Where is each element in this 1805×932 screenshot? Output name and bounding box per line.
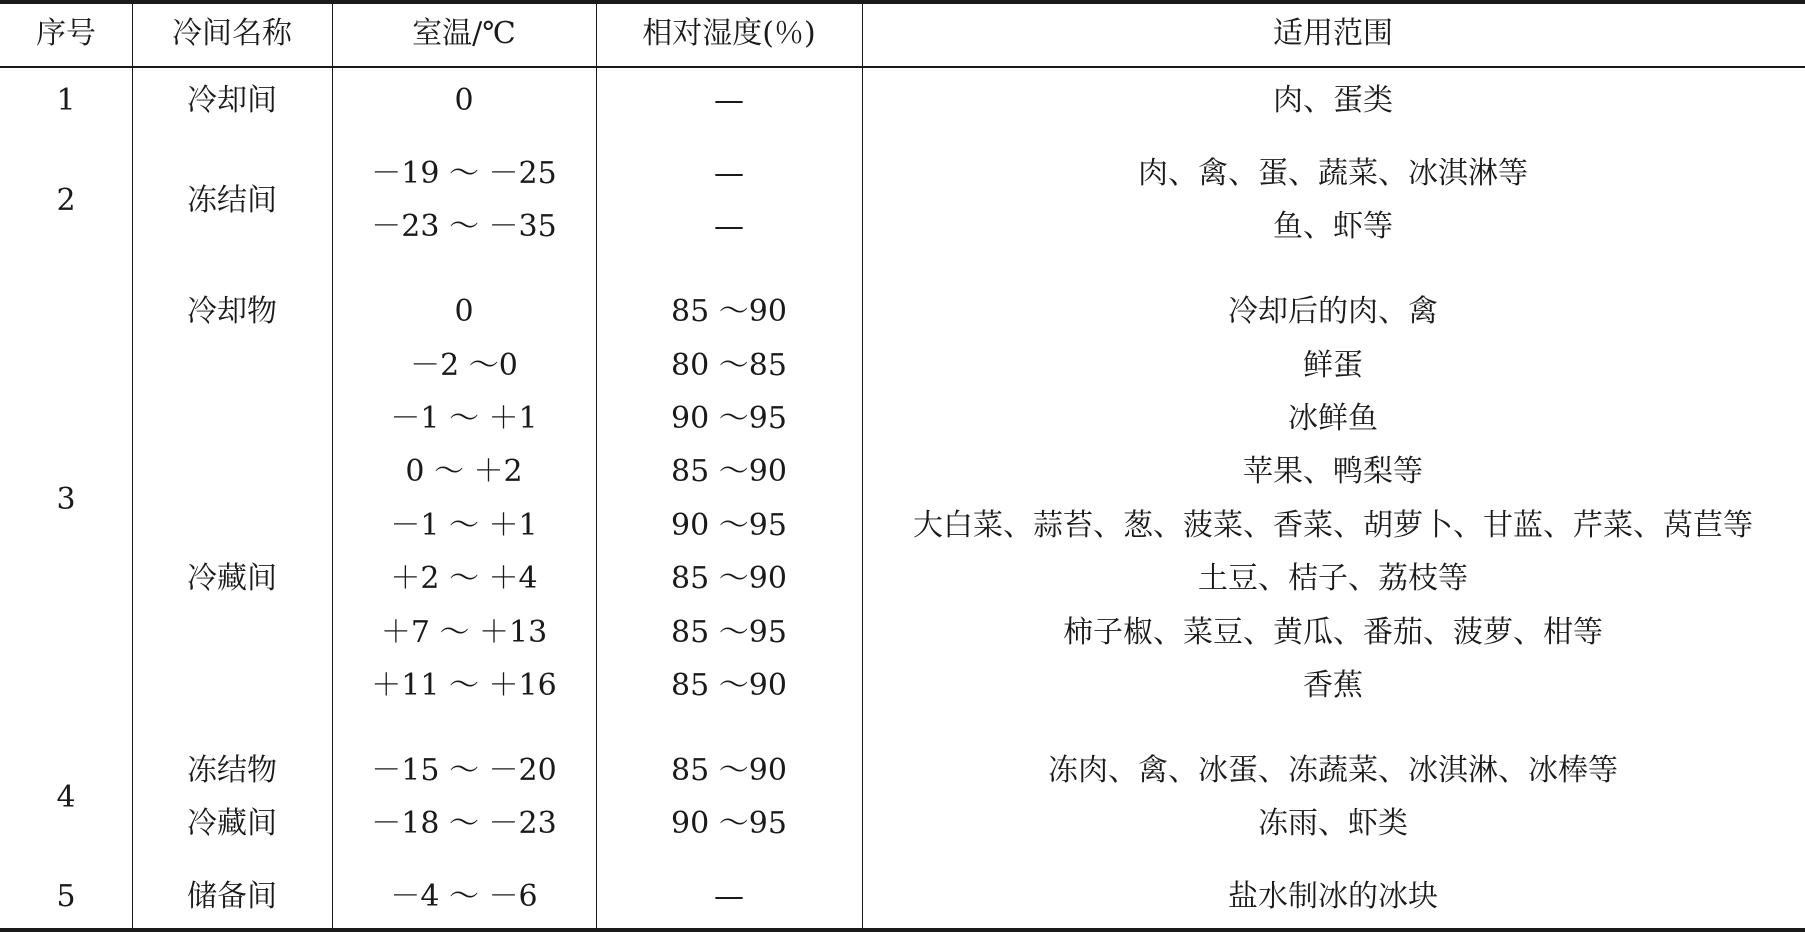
row-room-name: 冷却间 xyxy=(187,83,277,118)
row-scope: 柿子椒、菜豆、黄瓜、番茄、菠萝、柑等 xyxy=(1063,615,1603,650)
column-divider xyxy=(132,0,133,932)
row-room-name: 冻结间 xyxy=(187,183,277,218)
header-humidity: 相对湿度(％) xyxy=(642,16,816,51)
row-scope: 盐水制冰的冰块 xyxy=(1228,879,1438,914)
row-humidity: 85 ～90 xyxy=(671,668,787,703)
header-scope: 适用范围 xyxy=(1273,16,1393,51)
header-room-name: 冷间名称 xyxy=(172,16,292,51)
table-bottom-rule xyxy=(0,928,1805,932)
header-room-temp: 室温/℃ xyxy=(412,16,516,51)
header-bottom-rule xyxy=(0,66,1805,68)
row-humidity: 90 ～95 xyxy=(671,401,787,436)
row-humidity: 85 ～90 xyxy=(671,561,787,596)
row-scope: 鱼、虾等 xyxy=(1273,209,1393,244)
row-room-name: 冷却物 xyxy=(187,294,277,329)
row-scope: 肉、蛋类 xyxy=(1273,83,1393,118)
row-no: 4 xyxy=(56,780,76,815)
row-temp: 0 ～ ＋2 xyxy=(405,454,523,489)
row-temp: －23 ～ －35 xyxy=(371,209,557,244)
row-scope: 肉、禽、蛋、蔬菜、冰淇淋等 xyxy=(1138,156,1528,191)
row-temp: －19 ～ －25 xyxy=(371,156,557,191)
row-scope: 鲜蛋 xyxy=(1303,348,1363,383)
column-divider xyxy=(332,0,333,932)
row-scope: 苹果、鸭梨等 xyxy=(1243,454,1423,489)
row-no: 3 xyxy=(56,482,76,517)
row-humidity: 90 ～95 xyxy=(671,806,787,841)
row-humidity: — xyxy=(714,83,744,118)
row-room-name: 冷藏间 xyxy=(187,806,277,841)
row-temp: ＋7 ～ ＋13 xyxy=(380,615,548,650)
row-temp: －18 ～ －23 xyxy=(371,806,557,841)
row-room-name: 储备间 xyxy=(187,879,277,914)
row-scope: 香蕉 xyxy=(1303,668,1363,703)
row-temp: －1 ～ ＋1 xyxy=(390,401,538,436)
row-room-name: 冷藏间 xyxy=(187,561,277,596)
row-temp: ＋11 ～ ＋16 xyxy=(371,668,557,703)
row-temp: －15 ～ －20 xyxy=(371,753,557,788)
row-scope: 冻雨、虾类 xyxy=(1258,806,1408,841)
row-temp: －2 ～0 xyxy=(410,348,518,383)
row-humidity: — xyxy=(714,879,744,914)
row-humidity: — xyxy=(714,209,744,244)
row-room-name: 冻结物 xyxy=(187,753,277,788)
row-temp: 0 xyxy=(454,83,474,118)
row-humidity: — xyxy=(714,156,744,191)
row-no: 2 xyxy=(56,183,76,218)
row-scope: 冻肉、禽、冰蛋、冻蔬菜、冰淇淋、冰棒等 xyxy=(1048,753,1618,788)
header-no: 序号 xyxy=(36,16,96,51)
row-humidity: 85 ～90 xyxy=(671,753,787,788)
row-scope: 大白菜、蒜苔、葱、菠菜、香菜、胡萝卜、甘蓝、芹菜、莴苣等 xyxy=(913,508,1753,543)
row-scope: 冰鲜鱼 xyxy=(1288,401,1378,436)
row-temp: ＋2 ～ ＋4 xyxy=(390,561,538,596)
row-humidity: 85 ～90 xyxy=(671,294,787,329)
row-temp: 0 xyxy=(454,294,474,329)
row-humidity: 85 ～90 xyxy=(671,454,787,489)
column-divider xyxy=(862,0,863,932)
row-scope: 冷却后的肉、禽 xyxy=(1228,294,1438,329)
column-divider xyxy=(596,0,597,932)
row-temp: －4 ～ －6 xyxy=(390,879,538,914)
row-humidity: 80 ～85 xyxy=(671,348,787,383)
row-humidity: 90 ～95 xyxy=(671,508,787,543)
table-top-rule xyxy=(0,0,1805,4)
row-humidity: 85 ～95 xyxy=(671,615,787,650)
row-no: 1 xyxy=(56,83,76,118)
row-temp: －1 ～ ＋1 xyxy=(390,508,538,543)
row-no: 5 xyxy=(56,879,76,914)
row-scope: 土豆、桔子、荔枝等 xyxy=(1198,561,1468,596)
